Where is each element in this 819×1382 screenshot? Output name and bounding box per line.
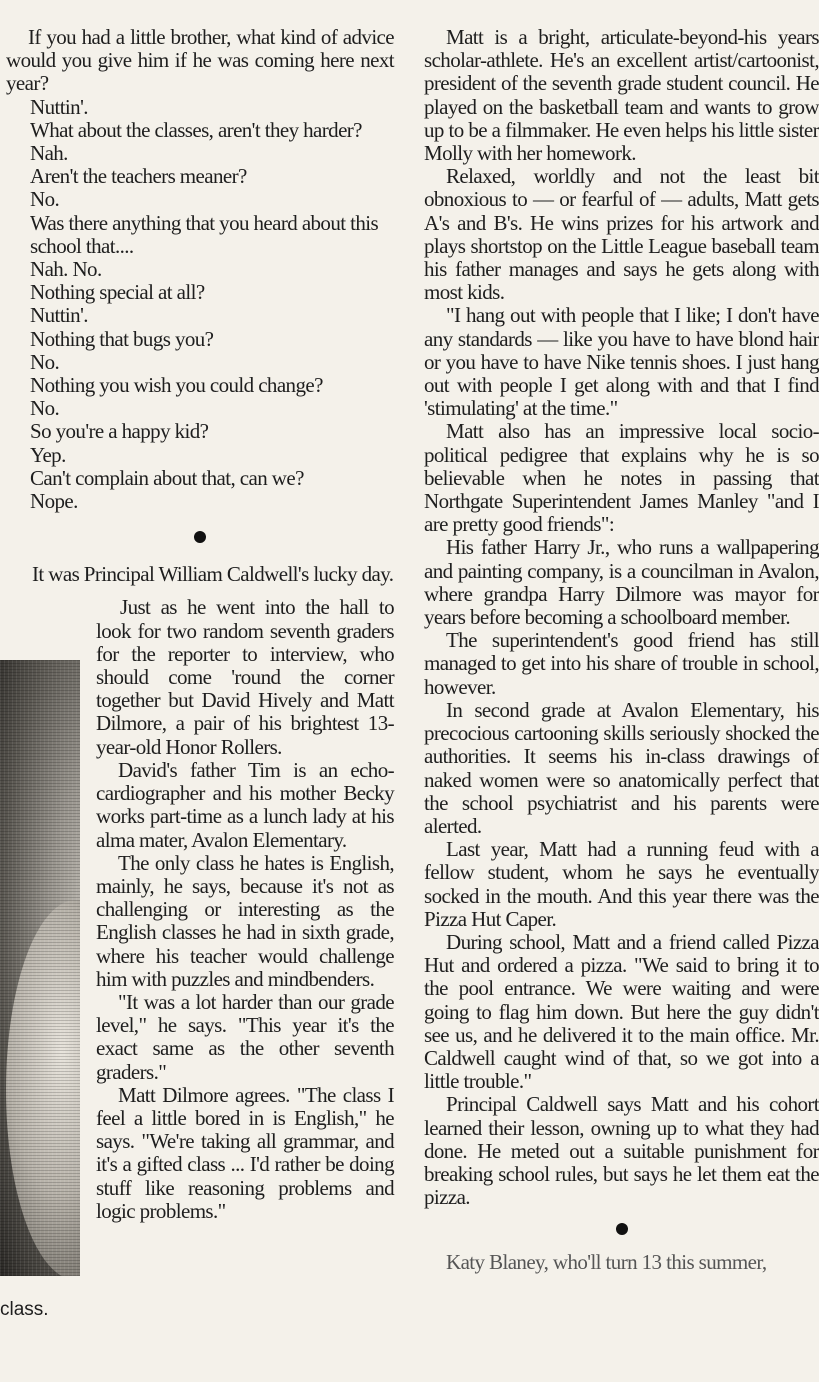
- right-paragraph: Matt is a bright, articulate-beyond-his years scholar-athlete. He's an excellent artist/cartoonist, president of the seventh grade student council. He played on the basketball team and wants to grow up to be a filmmaker. He even helps his little sister Molly with her homework.: [424, 25, 819, 166]
- photo-caption: [0, 1298, 49, 1322]
- right-paragraph: Principal Caldwell says Matt and his cohort learned their lesson, owning up to what they had done. He meted out a suitable punishment for breaking school rules, but says he let them eat the pizza.: [424, 1092, 819, 1210]
- interview-line: Nah.: [30, 141, 68, 166]
- right-column: [424, 0, 819, 1275]
- student-photo: [0, 660, 80, 1276]
- left-paragraphs: [96, 596, 394, 1222]
- interview-line: No.: [30, 187, 60, 212]
- interview-line: What about the classes, aren't they harder?: [30, 117, 362, 142]
- interview-line: Can't complain about that, can we?: [30, 465, 304, 490]
- left-paragraph: Just as he went into the hall to look for two random seventh graders for the reporter to interview, who should come 'round the corner together but David Hively and Matt Dilmore, a pair of his brightest 13-year-old Honor Rollers.: [96, 595, 394, 759]
- left-paragraph: The only class he hates is English, mainly, he says, because it's not as challenging or interesting as the English classes he had in sixth grade, where his teacher would challenge him with puzzles and mindbenders.: [96, 850, 394, 991]
- interview-line: No.: [30, 396, 60, 421]
- left-paragraph: "It was a lot harder than our grade level," he says. "This year it's the exact same as the other seventh graders.": [96, 989, 394, 1084]
- interview-line: Aren't the teachers meaner?: [30, 164, 247, 189]
- intro-question: If you had a little brother, what kind of advice would you give him if he was coming here next year?: [6, 25, 394, 96]
- interview-line: Was there anything that you heard about this school that....: [30, 210, 379, 258]
- right-paragraph: Relaxed, worldly and not the least bit obnoxious to — or fearful of — adults, Matt gets A's and B's. He wins prizes for his artwork and plays shortstop on the Little League baseball team his father manages and says he gets along with most kids.: [424, 164, 819, 305]
- interview-line: So you're a happy kid?: [30, 419, 209, 444]
- section-bullet-icon: [194, 531, 206, 543]
- interview-line: Nothing that bugs you?: [30, 326, 214, 351]
- interview-line: Nuttin'.: [30, 303, 88, 328]
- right-paragraph: Matt also has an impressive local socio-political pedigree that explains why he is so believable when he notes in passing that Northgate Superintendent James Manley "and I are pretty good friends":: [424, 419, 819, 537]
- caption-text: class.: [0, 1299, 49, 1320]
- interview-line: Yep.: [30, 442, 66, 467]
- interview-line: Nuttin'.: [30, 94, 88, 119]
- interview-line: Nothing special at all?: [30, 280, 205, 305]
- lucky-day-paragraph: It was Principal William Caldwell's lucky day.: [32, 562, 394, 587]
- left-paragraph: Matt Dilmore agrees. "The class I feel a little bored in is English," he says. "We're taking all grammar, and it's a gifted class ... I'd rather be doing stuff like reasoning problems and logic problems.": [96, 1082, 394, 1223]
- section-bullet-icon-2: [616, 1223, 628, 1235]
- right-paragraph: The superintendent's good friend has still managed to get into his share of trouble in school, however.: [424, 628, 819, 699]
- interview-line: Nothing you wish you could change?: [30, 373, 323, 398]
- right-paragraph: Last year, Matt had a running feud with a fellow student, whom he says he eventually socked in the mouth. And this year there was the Pizza Hut Caper.: [424, 837, 819, 931]
- interview-line: Nope.: [30, 489, 78, 514]
- interview-line: No.: [30, 349, 60, 374]
- interview-list: [6, 96, 394, 514]
- right-paragraph: "I hang out with people that I like; I don't have any standards — like you have to have blond hair or you have to have Nike tennis shoes. I just hang out with people I get along with and that I find 'stimulating' at the time.": [424, 303, 819, 421]
- last-line: Katy Blaney, who'll turn 13 this summer,: [446, 1250, 767, 1275]
- left-paragraph: David's father Tim is an echo-cardiographer and his mother Becky works part-time as a lunch lady at his alma mater, Avalon Elementary.: [96, 757, 394, 852]
- right-paragraph: During school, Matt and a friend called Pizza Hut and ordered a pizza. "We said to bring it to the pool entrance. We were waiting and were going to flag him down. But here the guy didn't see us, and he delivered it to the main office. Mr. Caldwell caught wind of that, so we got into a little trouble.": [424, 929, 819, 1094]
- right-paragraph: His father Harry Jr., who runs a wallpapering and painting company, is a councilman in Avalon, where grandpa Harry Dilmore was mayor for years before becoming a schoolboard member.: [424, 535, 819, 630]
- interview-line: Nah. No.: [30, 257, 102, 282]
- right-paragraphs: [424, 26, 819, 1209]
- right-paragraph: In second grade at Avalon Elementary, his precocious cartooning skills seriously shocked the authorities. It seems his in-class drawings of naked women were so anatomically perfect that the school psychiatrist and his parents were alerted.: [424, 697, 819, 838]
